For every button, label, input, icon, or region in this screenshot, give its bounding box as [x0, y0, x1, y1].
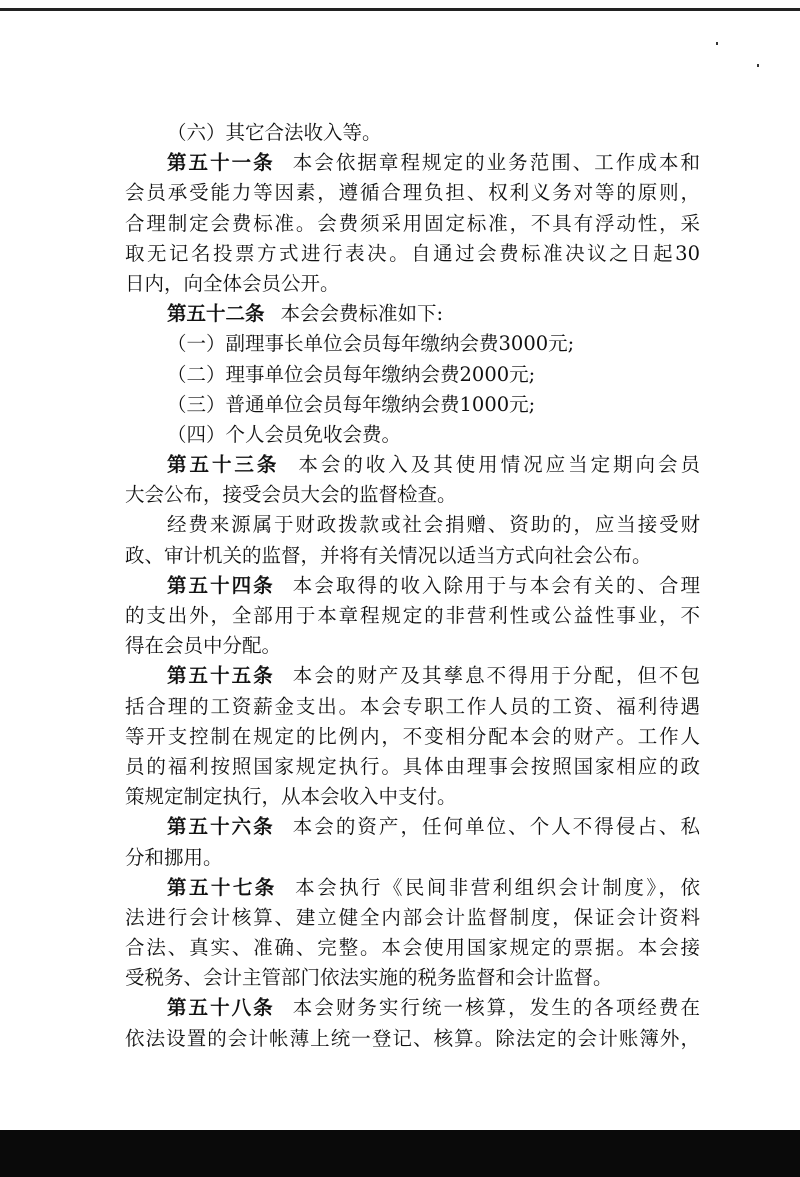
- line-text: 等开支控制在规定的比例内，不变相分配本会的财产。工作人: [125, 724, 700, 748]
- line-text: （四）个人会员免收会费。: [167, 422, 402, 446]
- scan-speck: [757, 64, 759, 67]
- text-line: [125, 722, 700, 752]
- line-text: 分和挪用。: [125, 845, 223, 869]
- line-text: （三）普通单位会员每年缴纳会费1000元;: [167, 392, 536, 416]
- scan-speck: [716, 42, 718, 45]
- line-text: 本会取得的收入除用于与本会有关的、合理: [290, 573, 700, 597]
- line-text: 法进行会计核算、建立健全内部会计监督制度，保证会计资料: [125, 905, 700, 929]
- text-line: [125, 299, 700, 329]
- text-line: [125, 510, 700, 540]
- text-line: [125, 541, 700, 571]
- line-text: 受税务、会计主管部门依法实施的税务监督和会计监督。: [125, 966, 613, 990]
- text-line: [125, 450, 700, 480]
- text-line: [125, 963, 700, 993]
- article-number: 第五十六条: [167, 815, 275, 839]
- line-text: 的支出外，全部用于本章程规定的非营利性或公益性事业，不: [125, 604, 700, 627]
- article-number: 第五十五条: [167, 664, 275, 688]
- line-text: 合法、真实、准确、完整。本会使用国家规定的票据。本会接: [125, 936, 700, 960]
- text-line: [125, 329, 700, 359]
- text-line: [125, 692, 700, 722]
- line-text: 本会财务实行统一核算，发生的各项经费在: [290, 996, 700, 1020]
- line-text: 本会依据章程规定的业务范围、工作成本和: [290, 151, 700, 175]
- text-line: [125, 631, 700, 661]
- text-line: [125, 752, 700, 782]
- text-line: [125, 601, 700, 631]
- text-line: [125, 178, 700, 208]
- text-line: [125, 782, 700, 812]
- article-number: 第五十二条: [167, 302, 265, 326]
- line-text: 本会的收入及其使用情况应当定期向会员: [295, 453, 700, 477]
- text-line: [125, 360, 700, 390]
- line-text: 政、审计机关的监督，并将有关情况以适当方式向社会公布。: [125, 543, 652, 567]
- line-text: 合理制定会费标准。会费须采用固定标准，不具有浮动性，采: [125, 211, 700, 235]
- text-line: [125, 571, 700, 601]
- text-line: [125, 420, 700, 450]
- article-number: 第五十三条: [167, 453, 280, 477]
- text-line: [125, 873, 700, 903]
- line-text: 括合理的工资薪金支出。本会专职工作人员的工资、福利待遇: [125, 694, 700, 718]
- scan-top-rule: [0, 8, 800, 11]
- line-text: 得在会员中分配。: [125, 634, 282, 658]
- line-text: 策规定制定执行，从本会收入中支付。: [125, 785, 457, 809]
- line-text: 大会公布，接受会员大会的监督检查。: [125, 483, 457, 507]
- text-line: [125, 993, 700, 1023]
- line-text: 员的福利按照国家规定执行。具体由理事会按照国家相应的政: [125, 754, 700, 778]
- line-text: 会员承受能力等因素，遵循合理负担、权利义务对等的原则，: [125, 181, 700, 205]
- text-line: [125, 480, 700, 510]
- article-number: 第五十八条: [167, 996, 275, 1020]
- line-text: 日内，向全体会员公开。: [125, 271, 340, 295]
- text-line: [125, 933, 700, 963]
- text-line: [125, 209, 700, 239]
- text-line: [125, 118, 700, 148]
- line-text: （二）理事单位会员每年缴纳会费2000元;: [167, 362, 536, 386]
- line-text: 取无记名投票方式进行表决。自通过会费标准决议之日起30: [125, 241, 700, 265]
- line-text: （六）其它合法收入等。: [167, 121, 382, 144]
- line-text: 依法设置的会计帐薄上统一登记、核算。除法定的会计账簿外，: [125, 1026, 700, 1050]
- text-line: [125, 1024, 700, 1054]
- line-text: 经费来源属于财政拨款或社会捐赠、资助的，应当接受财: [167, 513, 700, 537]
- text-line: [125, 269, 700, 299]
- text-line: [125, 843, 700, 873]
- article-number: 第五十四条: [167, 573, 275, 597]
- text-line: [125, 903, 700, 933]
- line-text: 本会执行《民间非营利组织会计制度》，依: [292, 875, 700, 899]
- text-line: [125, 148, 700, 178]
- text-line: [125, 812, 700, 842]
- text-line: [125, 390, 700, 420]
- article-number: 第五十一条: [167, 151, 275, 175]
- article-number: 第五十七条: [167, 875, 277, 899]
- line-text: 本会的资产，任何单位、个人不得侵占、私: [290, 815, 700, 839]
- line-text: 本会的财产及其孳息不得用于分配，但不包: [290, 664, 700, 688]
- text-line: [125, 661, 700, 691]
- document-body: [125, 118, 700, 1054]
- text-line: [125, 239, 700, 269]
- line-text: （一）副理事长单位会员每年缴纳会费3000元;: [167, 332, 575, 356]
- line-text: 本会会费标准如下:: [280, 302, 444, 326]
- scan-bottom-band: [0, 1130, 800, 1177]
